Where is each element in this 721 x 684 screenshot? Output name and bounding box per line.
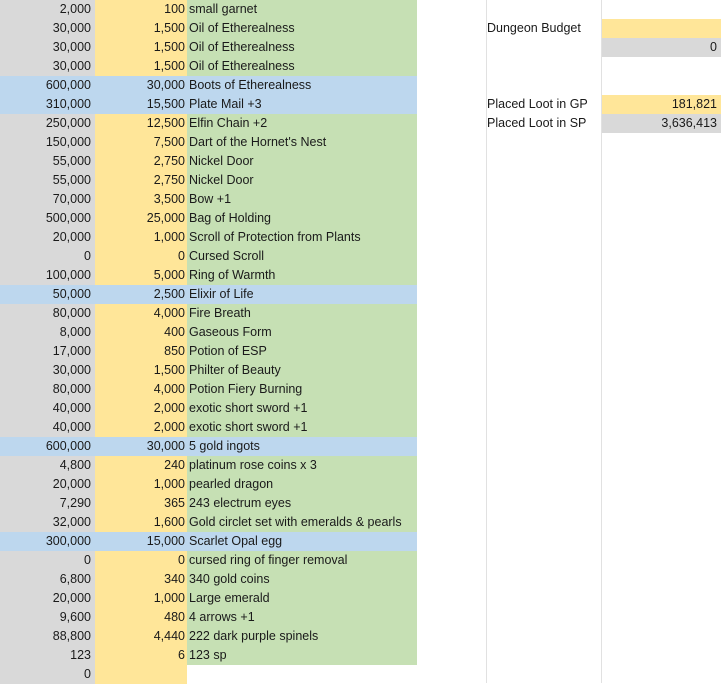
sp-value-cell[interactable]: 55,000: [0, 152, 95, 171]
sp-value-cell[interactable]: 40,000: [0, 418, 95, 437]
gp-value-cell[interactable]: 240: [95, 456, 187, 475]
sp-value-cell[interactable]: 150,000: [0, 133, 95, 152]
sp-value-cell[interactable]: 8,000: [0, 323, 95, 342]
gp-value-cell[interactable]: 2,750: [95, 152, 187, 171]
sp-value-cell[interactable]: 4,800: [0, 456, 95, 475]
item-name-cell[interactable]: Gaseous Form: [187, 323, 417, 342]
sp-value-cell[interactable]: 0: [0, 551, 95, 570]
gp-value-cell[interactable]: [95, 665, 187, 684]
sp-value-cell[interactable]: 7,290: [0, 494, 95, 513]
gp-value-cell[interactable]: 0: [95, 551, 187, 570]
dungeon-budget-cell[interactable]: [602, 19, 721, 38]
item-name-cell[interactable]: 123 sp: [187, 646, 417, 665]
sp-value-cell[interactable]: 80,000: [0, 380, 95, 399]
sp-value-cell[interactable]: 6,800: [0, 570, 95, 589]
sp-value-cell[interactable]: 30,000: [0, 19, 95, 38]
sp-value-cell[interactable]: 100,000: [0, 266, 95, 285]
gp-value-cell[interactable]: 5,000: [95, 266, 187, 285]
gp-value-cell[interactable]: 6: [95, 646, 187, 665]
table-row[interactable]: [0, 532, 721, 551]
table-row[interactable]: [0, 608, 721, 627]
item-name-cell[interactable]: platinum rose coins x 3: [187, 456, 417, 475]
gp-value-cell[interactable]: 4,000: [95, 304, 187, 323]
item-name-cell[interactable]: Nickel Door: [187, 152, 417, 171]
dungeon-budget-label: Dungeon Budget: [487, 21, 581, 35]
gp-value-cell[interactable]: 7,500: [95, 133, 187, 152]
table-row[interactable]: [0, 266, 721, 285]
item-name-cell[interactable]: 4 arrows +1: [187, 608, 417, 627]
gp-value-cell[interactable]: 0: [95, 247, 187, 266]
gp-value-cell[interactable]: 15,500: [95, 95, 187, 114]
table-row[interactable]: [0, 494, 721, 513]
sp-value-cell[interactable]: 20,000: [0, 228, 95, 247]
table-row[interactable]: [0, 323, 721, 342]
table-row[interactable]: [0, 304, 721, 323]
item-name-cell[interactable]: Scarlet Opal egg: [187, 532, 417, 551]
table-row[interactable]: [0, 152, 721, 171]
item-name-cell[interactable]: Oil of Etherealness: [187, 19, 417, 38]
gp-value-cell[interactable]: 1,000: [95, 589, 187, 608]
item-name-cell[interactable]: Potion Fiery Burning: [187, 380, 417, 399]
gp-value-cell[interactable]: 12,500: [95, 114, 187, 133]
table-row[interactable]: [0, 342, 721, 361]
item-name-cell[interactable]: 222 dark purple spinels: [187, 627, 417, 646]
item-name-cell[interactable]: Plate Mail +3: [187, 95, 417, 114]
table-row[interactable]: [0, 418, 721, 437]
gp-value-cell[interactable]: 365: [95, 494, 187, 513]
table-row[interactable]: [0, 589, 721, 608]
item-name-cell[interactable]: Scroll of Protection from Plants: [187, 228, 417, 247]
gp-value-cell[interactable]: 4,440: [95, 627, 187, 646]
item-name-cell[interactable]: Dart of the Hornet's Nest: [187, 133, 417, 152]
table-row[interactable]: [0, 570, 721, 589]
table-row[interactable]: [0, 513, 721, 532]
table-row[interactable]: [0, 551, 721, 570]
placed-loot-gp-label: Placed Loot in GP: [487, 97, 588, 111]
gp-value-cell[interactable]: 25,000: [95, 209, 187, 228]
sp-value-cell[interactable]: 250,000: [0, 114, 95, 133]
sp-value-cell[interactable]: 50,000: [0, 285, 95, 304]
item-name-cell[interactable]: Philter of Beauty: [187, 361, 417, 380]
item-name-cell[interactable]: Large emerald: [187, 589, 417, 608]
table-row[interactable]: [0, 627, 721, 646]
gp-value-cell[interactable]: 1,000: [95, 228, 187, 247]
gp-value-cell[interactable]: 1,500: [95, 19, 187, 38]
item-name-cell[interactable]: Oil of Etherealness: [187, 38, 417, 57]
dungeon-budget-sp-cell[interactable]: 0: [602, 38, 721, 57]
gp-value-cell[interactable]: 340: [95, 570, 187, 589]
sp-value-cell[interactable]: 9,600: [0, 608, 95, 627]
gp-value-cell[interactable]: 1,500: [95, 38, 187, 57]
item-name-cell[interactable]: 5 gold ingots: [187, 437, 417, 456]
item-name-cell[interactable]: small garnet: [187, 0, 417, 19]
sp-value-cell[interactable]: 30,000: [0, 38, 95, 57]
sp-value-cell[interactable]: 30,000: [0, 57, 95, 76]
item-name-cell[interactable]: Potion of ESP: [187, 342, 417, 361]
table-row[interactable]: [0, 475, 721, 494]
gp-value-cell[interactable]: 480: [95, 608, 187, 627]
table-row[interactable]: [0, 437, 721, 456]
item-name-cell[interactable]: pearled dragon: [187, 475, 417, 494]
table-row[interactable]: [0, 247, 721, 266]
placed-loot-sp-cell[interactable]: 3,636,413: [602, 114, 721, 133]
sp-value-cell[interactable]: 2,000: [0, 0, 95, 19]
gp-value-cell[interactable]: 2,500: [95, 285, 187, 304]
sp-value-cell[interactable]: 0: [0, 247, 95, 266]
table-row[interactable]: [0, 0, 721, 19]
gp-value-cell[interactable]: 850: [95, 342, 187, 361]
item-name-cell[interactable]: cursed ring of finger removal: [187, 551, 417, 570]
table-row[interactable]: [0, 285, 721, 304]
table-row[interactable]: [0, 171, 721, 190]
item-name-cell[interactable]: Fire Breath: [187, 304, 417, 323]
gp-value-cell[interactable]: 1,500: [95, 361, 187, 380]
sp-value-cell[interactable]: 600,000: [0, 76, 95, 95]
sp-value-cell[interactable]: 500,000: [0, 209, 95, 228]
item-name-cell[interactable]: 340 gold coins: [187, 570, 417, 589]
gp-value-cell[interactable]: 4,000: [95, 380, 187, 399]
gp-value-cell[interactable]: 2,000: [95, 399, 187, 418]
item-name-cell[interactable]: Nickel Door: [187, 171, 417, 190]
sp-value-cell[interactable]: 310,000: [0, 95, 95, 114]
item-name-cell[interactable]: Elixir of Life: [187, 285, 417, 304]
table-row[interactable]: [0, 665, 721, 684]
gp-value-cell[interactable]: 1,000: [95, 475, 187, 494]
item-name-cell[interactable]: Bag of Holding: [187, 209, 417, 228]
gp-value-cell[interactable]: 30,000: [95, 76, 187, 95]
item-name-cell[interactable]: Cursed Scroll: [187, 247, 417, 266]
table-row[interactable]: [0, 380, 721, 399]
sp-value-cell[interactable]: 17,000: [0, 342, 95, 361]
item-name-cell[interactable]: Boots of Etherealness: [187, 76, 417, 95]
item-name-cell[interactable]: exotic short sword +1: [187, 399, 417, 418]
sp-value-cell[interactable]: 32,000: [0, 513, 95, 532]
sp-value-cell[interactable]: 20,000: [0, 589, 95, 608]
gp-value-cell[interactable]: 30,000: [95, 437, 187, 456]
gp-value-cell[interactable]: 3,500: [95, 190, 187, 209]
table-row[interactable]: [0, 228, 721, 247]
table-row[interactable]: [0, 133, 721, 152]
gp-value-cell[interactable]: 2,750: [95, 171, 187, 190]
gp-value-cell[interactable]: 1,500: [95, 57, 187, 76]
sp-value-cell[interactable]: 40,000: [0, 399, 95, 418]
sp-value-cell[interactable]: 0: [0, 665, 95, 684]
gp-value-cell[interactable]: 400: [95, 323, 187, 342]
table-row[interactable]: [0, 399, 721, 418]
table-row[interactable]: [0, 190, 721, 209]
item-name-cell[interactable]: exotic short sword +1: [187, 418, 417, 437]
sp-value-cell[interactable]: 55,000: [0, 171, 95, 190]
sp-value-cell[interactable]: 30,000: [0, 361, 95, 380]
sp-value-cell[interactable]: 20,000: [0, 475, 95, 494]
gp-value-cell[interactable]: 100: [95, 0, 187, 19]
table-row[interactable]: [0, 57, 721, 76]
table-row[interactable]: [0, 456, 721, 475]
table-row[interactable]: [0, 76, 721, 95]
table-row[interactable]: [0, 361, 721, 380]
table-row[interactable]: [0, 209, 721, 228]
sp-value-cell[interactable]: 600,000: [0, 437, 95, 456]
placed-loot-sp-label: Placed Loot in SP: [487, 116, 587, 130]
sp-value-cell[interactable]: 70,000: [0, 190, 95, 209]
gp-value-cell[interactable]: 15,000: [95, 532, 187, 551]
item-name-cell[interactable]: 243 electrum eyes: [187, 494, 417, 513]
item-name-cell[interactable]: Gold circlet set with emeralds & pearls: [187, 513, 417, 532]
sp-value-cell[interactable]: 88,800: [0, 627, 95, 646]
sp-value-cell[interactable]: 123: [0, 646, 95, 665]
item-name-cell[interactable]: Elfin Chain +2: [187, 114, 417, 133]
item-name-cell[interactable]: Oil of Etherealness: [187, 57, 417, 76]
gp-value-cell[interactable]: 1,600: [95, 513, 187, 532]
placed-loot-gp-cell[interactable]: 181,821: [602, 95, 721, 114]
sp-value-cell[interactable]: 300,000: [0, 532, 95, 551]
item-name-cell[interactable]: [187, 665, 417, 684]
item-name-cell[interactable]: Bow +1: [187, 190, 417, 209]
item-name-cell[interactable]: Ring of Warmth: [187, 266, 417, 285]
sp-value-cell[interactable]: 80,000: [0, 304, 95, 323]
table-row[interactable]: [0, 646, 721, 665]
gp-value-cell[interactable]: 2,000: [95, 418, 187, 437]
